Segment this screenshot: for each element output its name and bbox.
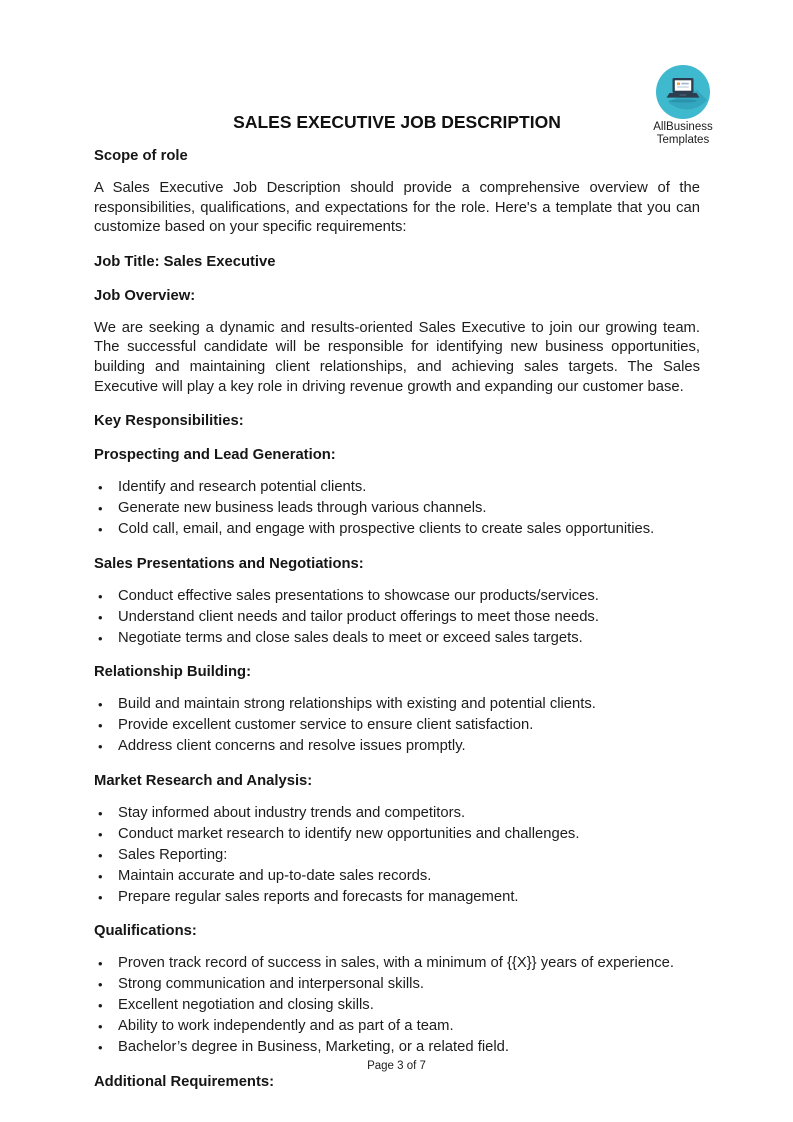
paragraph: We are seeking a dynamic and results-oriented Sales Executive to join our growing team. The successful candidate will be responsible for identifying new business opportunities, building and maintaining client relationships, and achieving sales targets. The Sales Executive will play a key role in driving revenue growth and expanding our customer base. — [94, 319, 700, 395]
list-item — [94, 737, 700, 757]
section-heading: Job Title: Sales Executive — [94, 253, 276, 270]
list-item-text: Ability to work independently and as part of a team. — [118, 1018, 454, 1035]
section-heading: Market Research and Analysis: — [94, 772, 313, 789]
bullet-list — [94, 587, 700, 649]
bullet-list — [94, 695, 700, 757]
bullet-list — [94, 804, 700, 908]
list-item-text: Bachelor’s degree in Business, Marketing, or a related field. — [118, 1039, 509, 1056]
list-item — [94, 587, 700, 607]
list-item-text: Negotiate terms and close sales deals to meet or exceed sales targets. — [118, 629, 583, 646]
section-heading: Sales Presentations and Negotiations: — [94, 555, 364, 572]
logo-text-line2: Templates — [656, 134, 710, 146]
bullet-icon: • — [98, 998, 103, 1014]
logo — [633, 64, 733, 147]
list-item — [94, 975, 700, 995]
bullet-list — [94, 954, 700, 1058]
bullet-icon: • — [98, 480, 103, 496]
list-item — [94, 954, 700, 974]
logo-text — [633, 121, 733, 147]
logo-text-line1: AllBusiness — [653, 121, 713, 133]
list-item-text: Prepare regular sales reports and forecasts for management. — [118, 888, 519, 905]
bullet-icon: • — [98, 739, 103, 755]
list-item — [94, 888, 700, 908]
list-item — [94, 867, 700, 887]
bullet-icon: • — [98, 1019, 103, 1035]
bullet-icon: • — [98, 868, 103, 884]
bullet-icon: • — [98, 718, 103, 734]
list-item — [94, 478, 700, 498]
laptop-icon — [655, 64, 711, 120]
bullet-icon: • — [98, 522, 103, 538]
section-heading: Relationship Building: — [94, 664, 252, 681]
section-heading: Key Responsibilities: — [94, 413, 244, 430]
page-title: SALES EXECUTIVE JOB DESCRIPTION — [233, 112, 561, 132]
list-item-text: Stay informed about industry trends and competitors. — [118, 804, 466, 821]
list-item — [94, 996, 700, 1016]
list-item — [94, 804, 700, 824]
list-item-text: Identify and research potential clients. — [118, 479, 367, 496]
list-item — [94, 846, 700, 866]
bullet-icon: • — [98, 609, 103, 625]
list-item-text: Excellent negotiation and closing skills. — [118, 997, 374, 1014]
list-item — [94, 608, 700, 628]
bullet-list — [94, 478, 700, 540]
bullet-icon: • — [98, 847, 103, 863]
bullet-icon: • — [98, 956, 103, 972]
list-item-text: Cold call, email, and engage with prospective clients to create sales opportunities. — [118, 521, 655, 538]
section-heading: Qualifications: — [94, 923, 197, 940]
list-item-text: Understand client needs and tailor product offerings to meet those needs. — [118, 608, 599, 625]
bullet-icon: • — [98, 588, 103, 604]
bullet-icon: • — [98, 697, 103, 713]
list-item-text: Generate new business leads through various channels. — [118, 500, 487, 517]
document-body — [94, 147, 700, 1092]
list-item-text: Maintain accurate and up-to-date sales records. — [118, 867, 432, 884]
list-item — [94, 629, 700, 649]
section-heading: Scope of role — [94, 148, 188, 164]
list-item-text: Strong communication and interpersonal skills. — [118, 976, 424, 993]
list-item-text: Conduct market research to identify new opportunities and challenges. — [118, 825, 580, 842]
section-heading: Additional Requirements: — [94, 1073, 275, 1090]
paragraph: A Sales Executive Job Description should provide a comprehensive overview of the responsibilities, qualifications, and expectations for the role. Here's a template that you can customize based on your specific requirements: — [94, 180, 700, 236]
bullet-icon: • — [98, 889, 103, 905]
list-item-text: Conduct effective sales presentations to showcase our products/services. — [118, 587, 599, 604]
bullet-icon: • — [98, 1040, 103, 1056]
page-number: Page 3 of 7 — [367, 1060, 426, 1072]
list-item-text: Provide excellent customer service to ensure client satisfaction. — [118, 717, 534, 734]
list-item — [94, 1017, 700, 1037]
section-heading: Job Overview: — [94, 287, 196, 304]
bullet-icon: • — [98, 977, 103, 993]
list-item — [94, 1038, 700, 1058]
list-item — [94, 695, 700, 715]
bullet-icon: • — [98, 826, 103, 842]
section-heading: Prospecting and Lead Generation: — [94, 447, 336, 464]
list-item — [94, 825, 700, 845]
list-item-text: Proven track record of success in sales, with a minimum of {{X}} years of experience. — [118, 955, 674, 972]
list-item-text: Build and maintain strong relationships with existing and potential clients. — [118, 696, 596, 713]
bullet-icon: • — [98, 501, 103, 517]
list-item-text: Sales Reporting: — [118, 846, 228, 863]
list-item — [94, 520, 700, 540]
list-item-text: Address client concerns and resolve issues promptly. — [118, 738, 466, 755]
bullet-icon: • — [98, 630, 103, 646]
bullet-icon: • — [98, 805, 103, 821]
list-item — [94, 499, 700, 519]
list-item — [94, 716, 700, 736]
